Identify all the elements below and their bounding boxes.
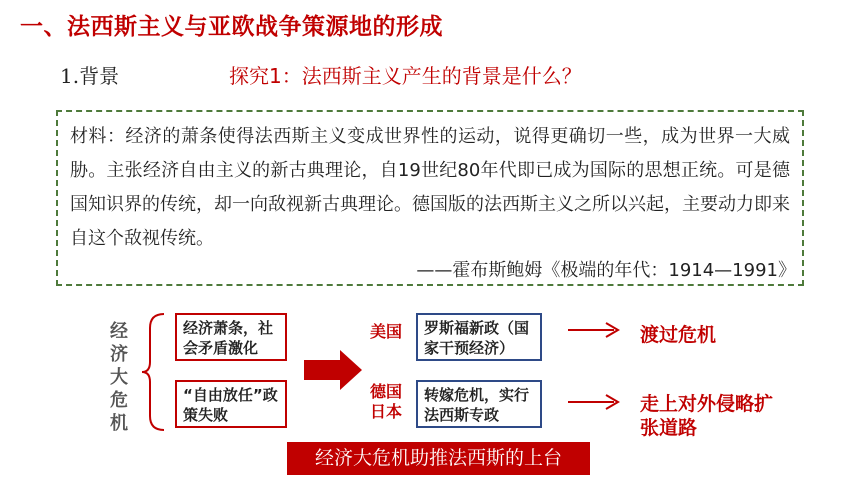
- result-usa: 渡过危机: [640, 324, 717, 346]
- subheading: 1.背景: [60, 64, 120, 88]
- material-box: [56, 110, 804, 286]
- conclusion-banner: 经济大危机助推法西斯的上台: [287, 442, 590, 475]
- material-citation: ——霍布斯鲍姆《极端的年代：1914—1991》: [416, 260, 796, 281]
- cause-box-2: “自由放任”政策失败: [175, 380, 287, 428]
- measure-box-usa: 罗斯福新政（国家干预经济）: [416, 313, 542, 361]
- measure-box-germany-japan: 转嫁危机，实行法西斯专政: [416, 380, 542, 428]
- arrow-to-result-2: [566, 392, 624, 412]
- arrow-to-result-1: [566, 320, 624, 340]
- result-germany-japan: 走上对外侵略扩张道路: [640, 393, 774, 439]
- material-text: 材料：经济的萧条使得法西斯主义变成世界性的运动，说得更确切一些，成为世界一大威胁。主张经济自由主义的新古典理论，自19世纪80年代即已成为国际的思想正统。可是德国知识界的传统，却一向敌视新古典理论。德国版的法西斯主义之所以兴起，主要动力即来自这个敌视传统。: [70, 126, 790, 249]
- left-brace: [140, 312, 170, 432]
- cause-box-1: 经济萧条，社会矛盾激化: [175, 313, 287, 361]
- big-right-arrow: [302, 350, 364, 390]
- country-germany-japan: 德国日本: [370, 382, 403, 421]
- section-heading: 一、法西斯主义与亚欧战争策源地的形成: [20, 14, 443, 40]
- country-usa: 美国: [370, 322, 403, 341]
- inquiry-question: 探究1：法西斯主义产生的背景是什么？: [229, 64, 582, 88]
- crisis-vertical-label: 经济大危机: [110, 321, 128, 434]
